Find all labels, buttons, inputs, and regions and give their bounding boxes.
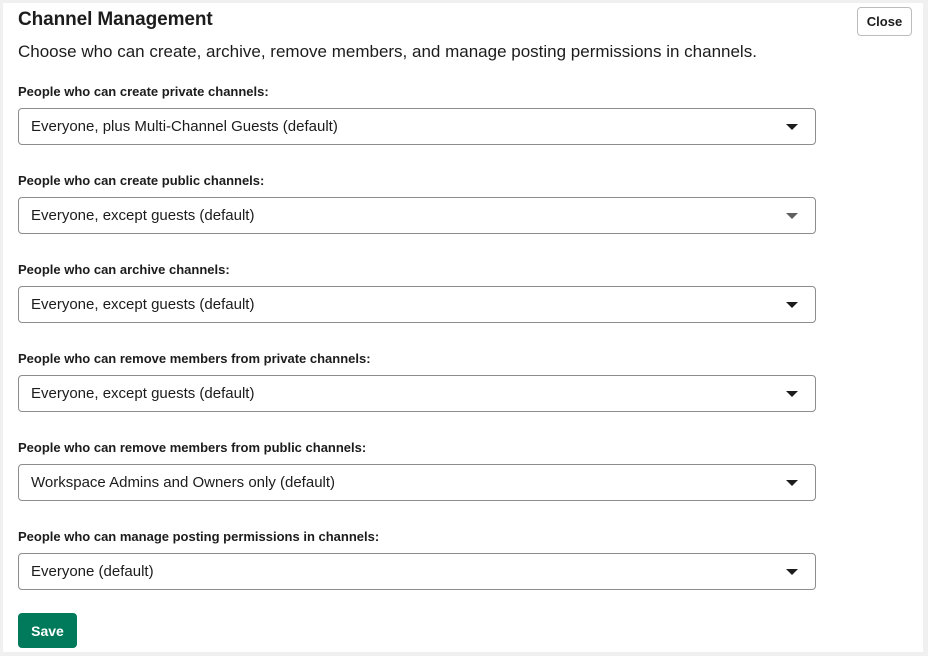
- setting-label: People who can create private channels:: [18, 84, 269, 99]
- caret-down-icon: [786, 302, 798, 308]
- manage-posting-permissions-select[interactable]: [18, 553, 816, 590]
- select-value: Everyone, except guests (default): [31, 385, 255, 402]
- setting-create-public-channels: [18, 173, 816, 234]
- setting-remove-members-private: [18, 351, 816, 412]
- close-button[interactable]: Close: [857, 7, 912, 36]
- setting-label: People who can remove members from public channels:: [18, 440, 367, 455]
- select-value: Everyone, except guests (default): [31, 296, 255, 313]
- caret-down-icon: [786, 213, 798, 219]
- caret-down-icon: [786, 569, 798, 575]
- setting-archive-channels: [18, 262, 816, 323]
- create-public-channels-select[interactable]: [18, 197, 816, 234]
- setting-manage-posting-permissions: [18, 529, 816, 590]
- select-value: Everyone, plus Multi-Channel Guests (default): [31, 118, 338, 135]
- caret-down-icon: [786, 480, 798, 486]
- caret-down-icon: [786, 124, 798, 130]
- channel-management-panel: [3, 3, 923, 652]
- setting-create-private-channels: [18, 84, 816, 145]
- setting-label: People who can create public channels:: [18, 173, 265, 188]
- setting-label: People who can manage posting permissions in channels:: [18, 529, 380, 544]
- select-value: Everyone, except guests (default): [31, 207, 255, 224]
- setting-label: People who can archive channels:: [18, 262, 230, 277]
- setting-label: People who can remove members from private channels:: [18, 351, 371, 366]
- page-description: Choose who can create, archive, remove members, and manage posting permissions in channels.: [18, 42, 757, 61]
- remove-members-public-select[interactable]: [18, 464, 816, 501]
- caret-down-icon: [786, 391, 798, 397]
- create-private-channels-select[interactable]: [18, 108, 816, 145]
- remove-members-private-select[interactable]: [18, 375, 816, 412]
- page-title: Channel Management: [18, 9, 213, 30]
- select-value: Everyone (default): [31, 563, 154, 580]
- save-button[interactable]: Save: [18, 613, 77, 648]
- setting-remove-members-public: [18, 440, 816, 501]
- archive-channels-select[interactable]: [18, 286, 816, 323]
- select-value: Workspace Admins and Owners only (default): [31, 474, 336, 491]
